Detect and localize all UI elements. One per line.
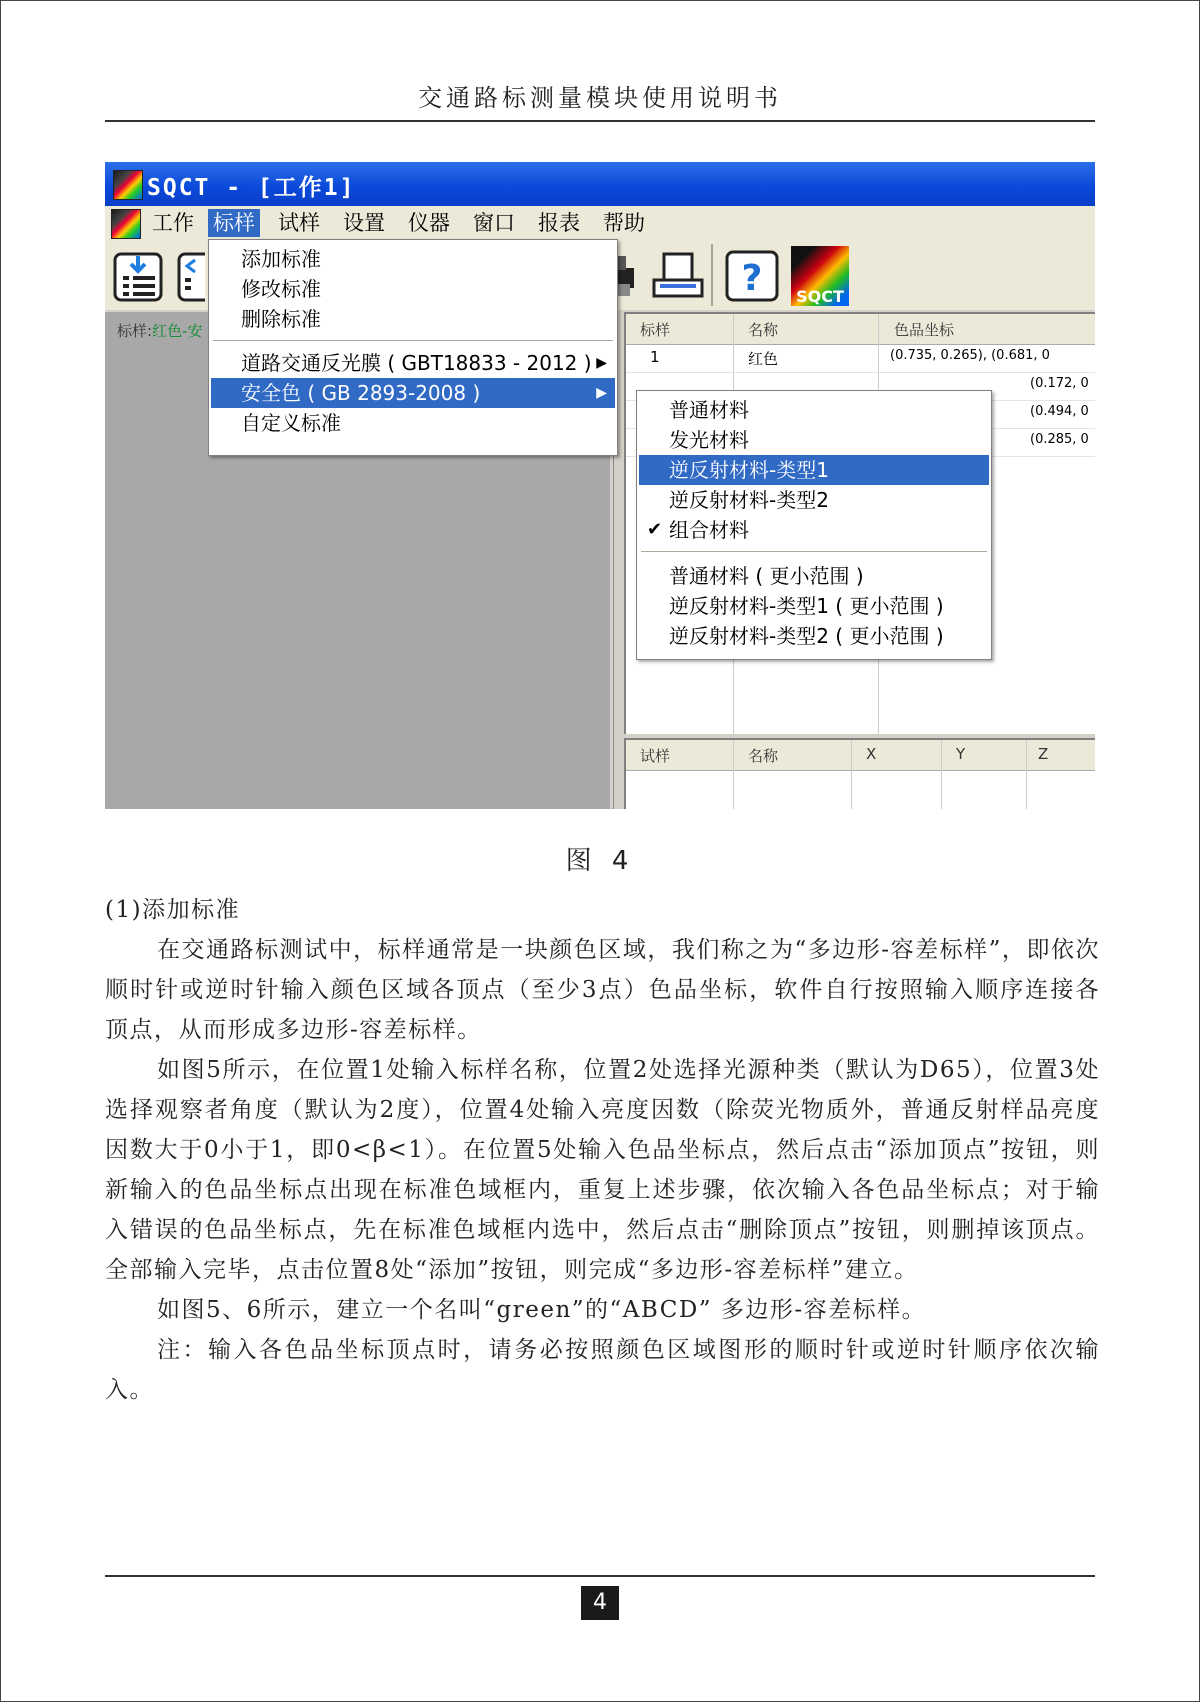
menu-item-label: 安全色 ( GB 2893-2008 ) <box>241 381 481 405</box>
import-list-icon[interactable] <box>111 248 167 304</box>
standard-label <box>117 320 202 341</box>
paragraph: 如图5所示，在位置1处输入标样名称，位置2处选择光源种类（默认为D65），位置3处选择观察者角度（默认为2度），位置4处输入亮度因数（除荧光物质外，普通反射样品亮度因数大于0小于1，即0<β<1）。在位置5处输入色品坐标点，然后点击“添加顶点”按钮，则新输入的色品坐标点出现在标准色域框内，重复上述步骤，依次输入各色品坐标点；对于输入错误的色品坐标点，先在标准色域框内选中，然后点击“删除顶点”按钮，则删掉该顶点。全部输入完毕，点击位置8处“添加”按钮，则完成“多边形-容差标样”建立。 <box>105 1057 1100 1283</box>
menu-separator <box>213 340 613 341</box>
print-preview-icon[interactable] <box>650 248 706 304</box>
table-cell-coords[interactable]: (0.494, 0 <box>1030 404 1089 419</box>
table-cell-name[interactable]: 红色 <box>748 350 779 368</box>
svg-text:?: ? <box>741 258 763 299</box>
grid-row-divider <box>626 372 1095 373</box>
menu-separator <box>641 551 987 552</box>
paragraph: 在交通路标测试中，标样通常是一块颜色区域，我们称之为“多边形-容差标样”，即依次顺时针或逆时针输入颜色区域各顶点（至少3点）色品坐标，软件自行按照输入顺序连接各顶点，从而形成多边形-容差标样。 <box>105 937 1100 1043</box>
paragraph: 如图5、6所示，建立一个名叫“green”的“ABCD” 多边形-容差标样。 <box>157 1297 927 1323</box>
menu-window[interactable]: 窗口 <box>473 211 515 235</box>
menu-item-retroreflective-type2[interactable]: 逆反射材料-类型2 <box>669 488 829 512</box>
window-titlebar[interactable] <box>105 162 1095 206</box>
menubar <box>105 206 1095 241</box>
menu-item-retro2-small[interactable]: 逆反射材料-类型2 ( 更小范围 ) <box>669 624 944 648</box>
figure-caption: 图 4 <box>565 846 635 876</box>
menu-item-label: 自定义标准 <box>241 411 341 435</box>
menu-item-ordinary-material[interactable]: 普通材料 <box>669 398 749 422</box>
standard-label-value: 红色-安 <box>152 322 203 340</box>
header-rule <box>105 120 1095 122</box>
submenu-arrow-icon: ▶ <box>596 355 607 371</box>
menu-item-custom-standard[interactable] <box>211 408 615 438</box>
col-x[interactable]: X <box>866 745 877 763</box>
app-logo-icon <box>113 170 143 200</box>
col-name[interactable]: 名称 <box>748 747 779 765</box>
col-sample[interactable]: 试样 <box>640 747 671 765</box>
submenu-arrow-icon: ▶ <box>596 385 607 401</box>
col-name[interactable]: 名称 <box>748 321 779 339</box>
table-cell-coords[interactable]: (0.172, 0 <box>1030 376 1089 391</box>
standard-dropdown-menu <box>208 239 618 456</box>
col-z[interactable]: Z <box>1038 745 1049 763</box>
table-cell-coords[interactable]: (0.285, 0 <box>1030 432 1089 447</box>
menu-item-safety-color[interactable] <box>211 378 615 408</box>
menu-item-luminous-material[interactable]: 发光材料 <box>669 428 749 452</box>
grid-col-divider <box>733 740 734 809</box>
col-standard[interactable]: 标样 <box>640 321 671 339</box>
body-text <box>105 890 1100 1410</box>
check-icon: ✔ <box>647 519 663 540</box>
toolbar-separator <box>711 244 713 306</box>
window-title: SQCT - [工作1] <box>147 175 356 201</box>
menu-work[interactable]: 工作 <box>152 211 194 235</box>
col-y[interactable]: Y <box>956 745 966 763</box>
menu-item-delete-standard[interactable]: 删除标准 <box>241 307 321 331</box>
standard-label-prefix: 标样: <box>117 322 153 340</box>
sample-grid[interactable] <box>624 738 1095 809</box>
menu-item-label: 道路交通反光膜 ( GBT18833 - 2012 ) <box>241 351 592 375</box>
menu-item-retro1-small[interactable]: 逆反射材料-类型1 ( 更小范围 ) <box>669 594 944 618</box>
page-number: 4 <box>581 1586 619 1620</box>
menu-help[interactable]: 帮助 <box>603 211 645 235</box>
sample-grid-header <box>626 740 1095 771</box>
back-list-icon[interactable] <box>175 248 205 304</box>
col-coords[interactable]: 色品坐标 <box>894 321 955 339</box>
footer-rule <box>105 1575 1095 1577</box>
table-cell-id[interactable]: 1 <box>650 348 660 366</box>
menu-item-ordinary-small[interactable]: 普通材料 ( 更小范围 ) <box>669 564 864 588</box>
menu-instrument[interactable]: 仪器 <box>408 211 450 235</box>
sqct-logo-text: SQCT <box>796 287 844 306</box>
grid-col-divider <box>941 740 942 809</box>
safety-color-submenu <box>636 390 992 660</box>
menu-item-retroreflective-type1[interactable]: 逆反射材料-类型1 <box>639 455 989 485</box>
menu-item-add-standard[interactable]: 添加标准 <box>241 247 321 271</box>
grid-col-divider <box>1026 740 1027 809</box>
sqct-logo-icon[interactable] <box>791 246 849 306</box>
help-icon[interactable] <box>725 248 781 304</box>
menu-item-road-film[interactable] <box>211 348 615 378</box>
table-cell-coords[interactable]: (0.735, 0.265), (0.681, 0 <box>890 348 1050 363</box>
document-icon[interactable] <box>111 209 141 239</box>
standard-grid-header <box>626 314 1095 345</box>
menu-item-label: 组合材料 <box>669 518 749 542</box>
paragraph: 注：输入各色品坐标顶点时，请务必按照颜色区域图形的顺时针或逆时针顺序依次输入。 <box>105 1337 1100 1403</box>
document-header-title: 交通路标测量模块使用说明书 <box>418 84 782 112</box>
menu-standard[interactable]: 标样 <box>208 209 260 237</box>
section-title: (1)添加标准 <box>105 897 241 923</box>
menu-sample[interactable]: 试样 <box>278 211 320 235</box>
figure-screenshot <box>105 162 1095 809</box>
menu-settings[interactable]: 设置 <box>343 211 385 235</box>
grid-col-divider <box>851 740 852 809</box>
menu-report[interactable]: 报表 <box>538 211 580 235</box>
menu-item-combined-material[interactable] <box>639 515 989 545</box>
menu-item-modify-standard[interactable]: 修改标准 <box>241 277 321 301</box>
